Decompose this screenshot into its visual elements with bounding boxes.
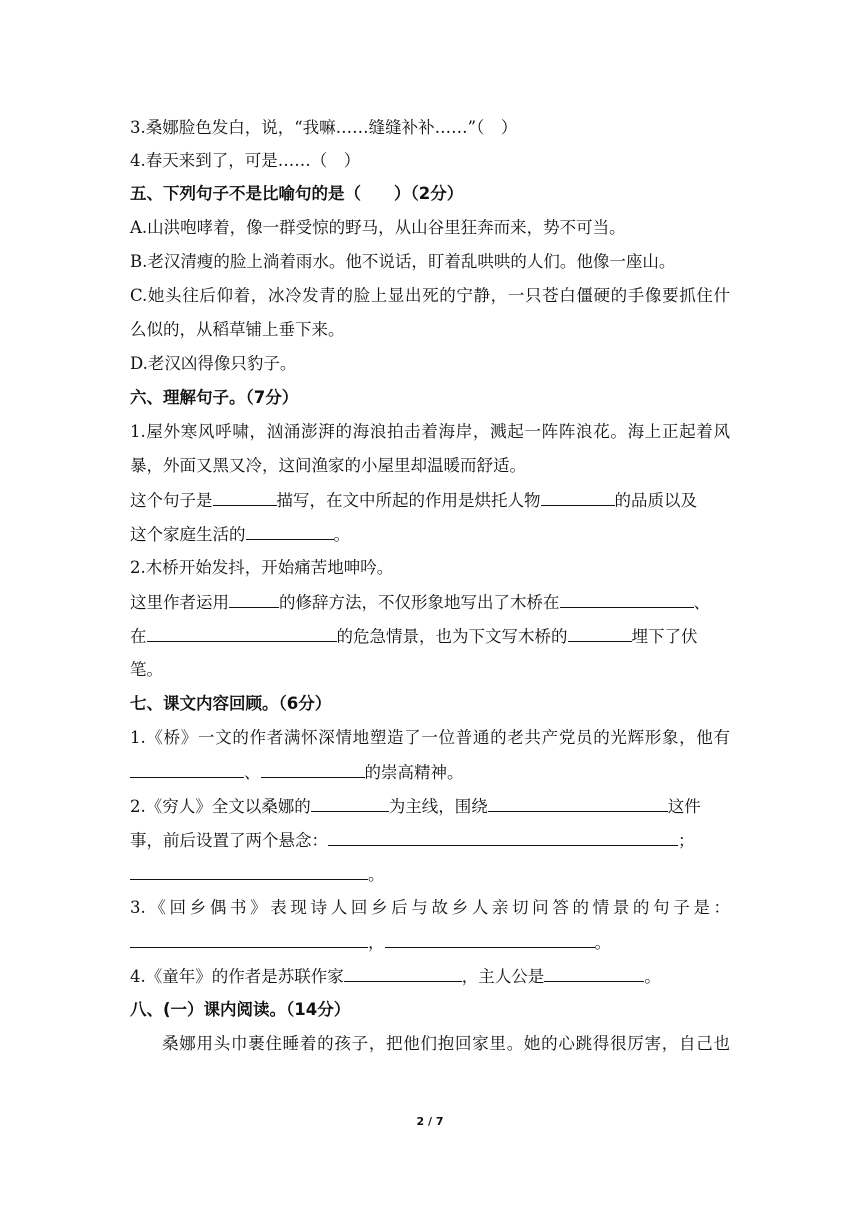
reading-paragraph: 桑娜用头巾裹住睡着的孩子，把他们抱回家里。她的心跳得很厉害，自己也	[162, 1034, 730, 1053]
review-3-line-2	[130, 931, 730, 954]
review-1-line-2	[130, 761, 730, 784]
fill-blank[interactable]	[229, 591, 279, 608]
answer-text: 事，前后设置了两个悬念：	[130, 831, 328, 850]
answer-text: 。	[333, 525, 350, 544]
answer-text: 。	[368, 865, 385, 884]
answer-text: 描写，在文中所起的作用是烘托人物	[276, 491, 541, 510]
answer-text: ；	[678, 831, 695, 850]
answer-text: 在	[130, 627, 147, 646]
fill-blank[interactable]	[130, 931, 368, 948]
answer-text: 这里作者运用	[130, 593, 229, 612]
answer-text: 、	[244, 763, 261, 782]
answer-text: ，主人公是	[461, 967, 545, 986]
option-d: D.老汉凶得像只豹子。	[130, 354, 297, 373]
answer-text: 为主线，围绕	[388, 797, 488, 816]
answer-text: 这件	[667, 797, 701, 816]
fill-blank[interactable]	[560, 591, 694, 608]
review-2-line-1	[130, 795, 730, 818]
fill-blank[interactable]	[130, 863, 368, 880]
fill-blank[interactable]	[541, 489, 615, 506]
section-5-title: 五、下列句子不是比喻句的是（ ）（2分）	[130, 184, 464, 203]
fill-blank[interactable]	[246, 523, 334, 540]
question-4-4: 4.春天来到了，可是……（ ）	[130, 151, 361, 170]
section-8-title: 八、(一）课内阅读。（14分）	[130, 1000, 351, 1019]
section-6-title: 六、理解句子。（7分）	[130, 388, 299, 407]
fill-blank[interactable]	[328, 829, 678, 846]
fill-blank[interactable]	[213, 489, 277, 506]
page-number: 2 / 7	[416, 1115, 444, 1128]
sentence-2-answer-line-3: 笔。	[130, 660, 163, 679]
sentence-1-answer-line-1	[130, 489, 730, 512]
answer-text: 2.《穷人》全文以桑娜的	[130, 797, 311, 816]
review-2-line-2	[130, 829, 730, 852]
fill-blank[interactable]	[344, 965, 462, 982]
answer-text: 的修辞方法，不仅形象地写出了木桥在	[279, 593, 560, 612]
answer-text: 。	[644, 967, 661, 986]
review-4	[130, 965, 730, 988]
fill-blank[interactable]	[130, 761, 244, 778]
answer-text: 的危急情景，也为下文写木桥的	[336, 627, 568, 646]
answer-text: 的品质以及	[614, 491, 697, 510]
sentence-1-line-2: 暴，外面又黑又冷，这间渔家的小屋里却温暖而舒适。	[130, 456, 526, 475]
option-b: B.老汉清瘦的脸上淌着雨水。他不说话，盯着乱哄哄的人们。他像一座山。	[130, 252, 676, 271]
option-c-line-2: 么似的，从稻草铺上垂下来。	[130, 320, 345, 339]
fill-blank[interactable]	[568, 625, 632, 642]
answer-text: ，	[368, 933, 385, 952]
answer-text: 这个家庭生活的	[130, 525, 246, 544]
review-3-line-1: 3.《回乡偶书》表现诗人回乡后与故乡人亲切问答的情景的句子是：	[130, 898, 730, 917]
option-a: A.山洪咆哮着，像一群受惊的野马，从山谷里狂奔而来，势不可当。	[130, 218, 626, 237]
answer-text: 的崇高精神。	[364, 763, 464, 782]
fill-blank[interactable]	[488, 795, 668, 812]
sentence-2-answer-line-1	[130, 591, 730, 614]
answer-text: 埋下了伏	[631, 627, 698, 646]
option-c-line-1: C.她头往后仰着，冰冷发青的脸上显出死的宁静，一只苍白僵硬的手像要抓住什	[130, 286, 730, 305]
answer-text: 4.《童年》的作者是苏联作家	[130, 967, 344, 986]
sentence-2: 2.木桥开始发抖，开始痛苦地呻吟。	[130, 558, 394, 577]
fill-blank[interactable]	[261, 761, 365, 778]
sentence-1-answer-line-2	[130, 523, 730, 546]
fill-blank[interactable]	[147, 625, 337, 642]
fill-blank[interactable]	[385, 931, 595, 948]
answer-text: 这个句子是	[130, 491, 213, 510]
review-1-line-1: 1.《桥》一文的作者满怀深情地塑造了一位普通的老共产党员的光辉形象，他有	[130, 728, 730, 747]
review-2-line-3	[130, 863, 730, 886]
section-7-title: 七、课文内容回顾。（6分）	[130, 694, 332, 713]
fill-blank[interactable]	[544, 965, 644, 982]
answer-text: 、	[693, 593, 710, 612]
answer-text: 。	[594, 933, 611, 952]
question-4-3: 3.桑娜脸色发白，说，“我嘛……缝缝补补……”（ ）	[130, 118, 518, 137]
sentence-1-line-1: 1.屋外寒风呼啸，汹涌澎湃的海浪拍击着海岸，溅起一阵阵浪花。海上正起着风	[130, 422, 730, 441]
sentence-2-answer-line-2	[130, 625, 730, 648]
fill-blank[interactable]	[311, 795, 389, 812]
